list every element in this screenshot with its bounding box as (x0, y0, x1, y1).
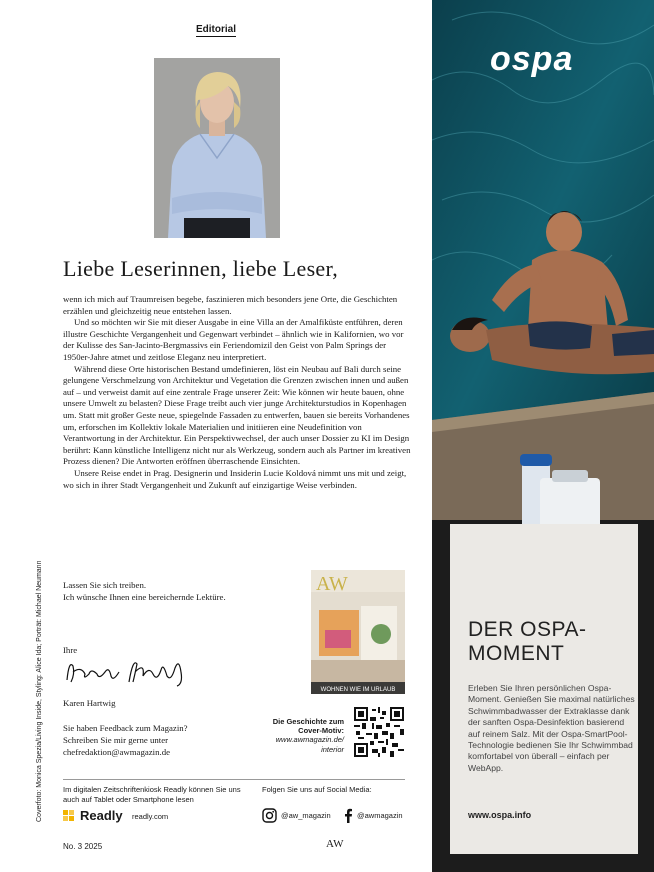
ad-body-text: Erleben Sie Ihren persönlichen Ospa-Moment. Genießen Sie maximal natürliches Schwimmbadwasser der Extraklasse dank der sanften Ospa-Desinfektion basierend auf reinem Salz. Mit der Ospa-SmartPool-Technologie bedienen Sie Ihr Schwimmbad komfortabel von überall – einfach per WebApp. (468, 683, 635, 773)
ad-headline-line: DER OSPA- (468, 618, 587, 641)
ospa-logo: ospa (490, 40, 574, 78)
facebook-icon (343, 808, 353, 823)
author-name: Karen Hartwig (63, 698, 116, 708)
readly-url[interactable]: readly.com (132, 812, 169, 821)
page-mark: AW (326, 838, 344, 850)
paragraph: wenn ich mich auf Traumreisen begebe, faszinieren mich besonders jene Orte, die Geschichten erzählen und gleichzeitig neue entstehen lassen. (63, 294, 398, 316)
cover-caption-url[interactable]: www.awmagazin.de/ interior (275, 735, 344, 754)
feedback-line: Sie haben Feedback zum Magazin? (63, 723, 188, 733)
facebook-handle: @awmagazin (357, 811, 403, 820)
cover-caption (252, 717, 344, 754)
feedback-line: Schreiben Sie mir gerne unter (63, 735, 169, 745)
ospa-advertisement (432, 0, 654, 872)
readly-wordmark: Readly (80, 808, 123, 823)
editor-portrait (154, 58, 280, 238)
svg-text:AW: AW (316, 573, 348, 595)
readly-logo[interactable] (63, 808, 123, 823)
closing-line: Lassen Sie sich treiben. (63, 580, 147, 590)
social-title: Folgen Sie uns auf Social Media: (262, 785, 372, 794)
feedback-email-link[interactable]: chefredaktion@awmagazin.de (63, 747, 171, 757)
cover-banner: WOHNEN WIE IM URLAUB (320, 687, 396, 693)
body-text (63, 294, 413, 491)
magazine-cover-thumbnail (311, 570, 405, 694)
photo-credit: Coverfoto: Monica Spezia/Living Inside, Styling: Alice Ida; Porträt: Michael Neumann (36, 560, 43, 822)
readly-text: Im digitalen Zeitschriftenkiosk Readly können Sie uns auch auf Tablet oder Smartphone lesen (63, 785, 241, 804)
qr-code[interactable] (354, 707, 404, 757)
readly-icon (63, 810, 75, 822)
instagram-handle: @aw_magazin (281, 811, 331, 820)
feedback (63, 722, 188, 758)
closing (63, 580, 226, 603)
section-label: Editorial (196, 24, 237, 35)
facebook-link[interactable] (343, 808, 403, 823)
signature (63, 652, 193, 688)
closing-line: Ich wünsche Ihnen eine bereichernde Lektüre. (63, 591, 226, 602)
ad-headline (468, 618, 638, 666)
instagram-link[interactable] (262, 808, 331, 823)
paragraph: Während diese Orte historischen Bestand umdefinieren, löst ein Neubau auf Bali durch seine gelungene Verschmelzung von Architektur und Vegetation die Grenzen zwischen innen und außen auf – und verweist damit auf eine zentrale Frage unserer Zeit: Wie können wir heute bauen, ohne unsere Umwelt zu belasten? Diese Frage treibt auch vier junge Architekturstudios in Kopenhagen um. Statt mit großer Geste neue, spiegelnde Fassaden zu entwerfen, bauen sie bereits Vorhandenes um, erforschen im Kollektiv lokale Materialien und initiieren eine Neudefinition von Verantwortung in der Architektur. Ein Perspektivwechsel, der auch unser Dossier zu KI im Design berührt: Kann künstliche Intelligenz nicht nur als Werkzeug, sondern auch als Partner im kreativen Prozess dienen? Die Antworten eröffnen überraschende Einsichten. (63, 363, 411, 467)
sign-off: Ihre (63, 645, 78, 655)
paragraph: Und so möchten wir Sie mit dieser Ausgabe in eine Villa an der Amalfiküste entführen, deren illustre Geschichte Vergangenheit und Gegenwart verbindet – ähnlich wie in Kalifornien, wo vor der Kulisse des San-Jacinto-Bergmassivs ein Feriendomizil den Geist von Palm Springs der 1950er-Jahre atmet und zeitlose Eleganz neu interpretiert. (63, 317, 404, 362)
issue-number: No. 3 2025 (63, 842, 103, 851)
cover-caption-title: Die Geschichte zum Cover-Motiv: (272, 717, 344, 736)
ad-headline-line: MOMENT (468, 642, 565, 665)
paragraph: Unsere Reise endet in Prag. Designerin und Insiderin Lucie Koldová nimmt uns mit und zeigt, wo sich in ihrer Stadt Vergangenheit und Zukunft auf einzigartige Weise verbinden. (63, 467, 407, 490)
headline: Liebe Leserinnen, liebe Leser, (63, 256, 339, 281)
instagram-icon (262, 808, 277, 823)
ad-url-link[interactable]: www.ospa.info (468, 810, 532, 820)
divider (63, 779, 405, 780)
